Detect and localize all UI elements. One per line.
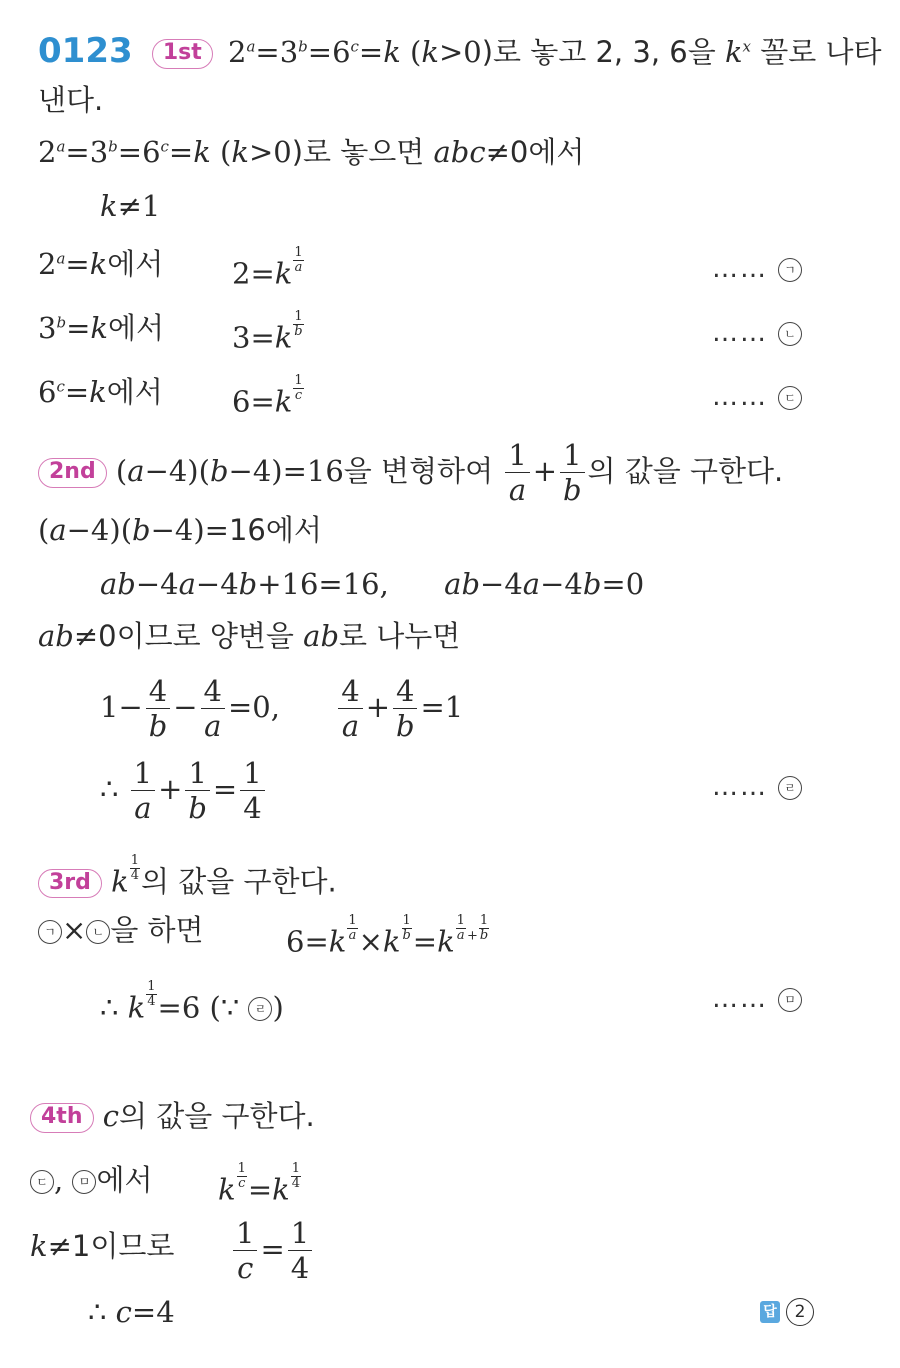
line-reciprocal-sum: ∴ $\frac{1}{a}$ + $\frac{1}{b}$ = $\frac{1}{4}$	[100, 758, 268, 824]
line-multiply: ㄱ × ㄴ 을 하면	[38, 916, 204, 945]
problem-number: 0123	[38, 31, 133, 71]
line-3: $2^a=3^b=6^c=k$ (k>0)로 놓으면 abc≠0에서	[38, 135, 585, 169]
marker-3: …… ㄷ	[712, 382, 802, 412]
line-k-quarter: ∴ k $\frac{1}{4}$ =6 (∵ ㄹ )	[100, 979, 284, 1025]
line-expand-start: (a−4)(b−4)=16에서	[38, 513, 322, 547]
line-compare-rhs: k $\frac{1}{c}$ =k $\frac{1}{4}$	[218, 1161, 301, 1207]
line-eq-b-rhs: 3=k $\frac{1}{b}$	[232, 309, 303, 355]
line-expand: ab−4a−4b+16=16, ab−4a−4b=0	[100, 567, 645, 601]
line-2: 낸다.	[38, 83, 104, 117]
line-c-result: ∴ c=4	[88, 1295, 175, 1329]
line-eq-b: $3^b=k$에서	[38, 311, 164, 345]
line-eq-a-rhs: 2=k $\frac{1}{a}$	[232, 245, 303, 291]
line-1: 0123 1st $2^a=3^b=6^c=k$ (k>0)로 놓고 2, 3, 6을 $k^x$ 꼴로 나타	[38, 31, 882, 71]
step-badge-1st: 1st	[152, 39, 213, 68]
step2-header: 2nd (a−4)(b−4)=16을 변형하여 $\frac{1}{a}$ + $\frac{1}{b}$ 의 값을 구한다.	[38, 440, 783, 506]
line-k-ne-1: k≠1	[100, 189, 161, 223]
step3-header: 3rd k $\frac{1}{4}$ 의 값을 구한다.	[38, 854, 337, 898]
step4-header: 4th c의 값을 구한다.	[30, 1102, 315, 1133]
answer	[760, 1296, 814, 1326]
line-c-frac: $\frac{1}{c}$ = $\frac{1}{4}$	[230, 1218, 315, 1284]
marker-2: …… ㄴ	[712, 318, 802, 348]
line-eq-a: $2^a=k$에서	[38, 247, 164, 281]
line-eq-c-rhs: 6=k $\frac{1}{c}$	[232, 373, 303, 419]
marker-4: …… ㄹ	[712, 772, 802, 802]
line-multiply-rhs: 6=k $\frac{1}{a}$ ×k $\frac{1}{b}$ =k $\frac{1}{a}$ + $\frac{1}{b}$	[286, 913, 489, 959]
line-compare: ㄷ , ㅁ 에서	[30, 1166, 152, 1195]
line-fraction-eq: 1− $\frac{4}{b}$ − $\frac{4}{a}$ =0, $\frac{4}{a}$ + $\frac{4}{b}$ =1	[100, 674, 464, 744]
answer-value: 2	[786, 1298, 814, 1326]
marker-1: …… ㄱ	[712, 254, 802, 284]
line-eq-c: $6^c=k$에서	[38, 375, 163, 409]
line-k-ne-1-so: k≠1이므로	[30, 1229, 175, 1263]
answer-label: 답	[760, 1301, 780, 1323]
line-divide: ab≠0이므로 양변을 ab로 나누면	[38, 619, 461, 653]
marker-5: …… ㅁ	[712, 984, 802, 1014]
